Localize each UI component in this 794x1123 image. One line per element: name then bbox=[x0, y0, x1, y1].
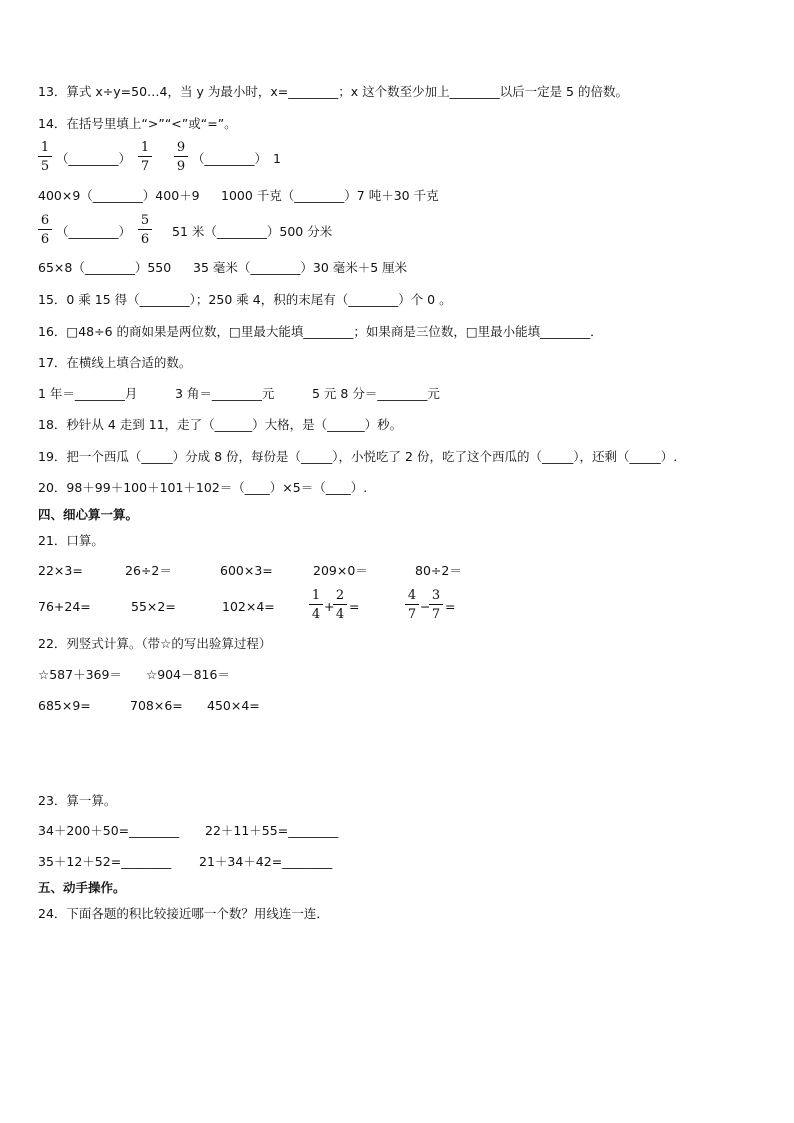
calc-item: 600×3= bbox=[220, 563, 273, 578]
vertical-calc-item: 685×9= bbox=[38, 698, 91, 713]
calc-item: 26÷2＝ bbox=[125, 563, 172, 578]
numerator: 2 bbox=[335, 588, 345, 603]
fraction-bar bbox=[429, 604, 443, 605]
question-23-title: 23．算一算。 bbox=[38, 793, 117, 808]
fraction-bar bbox=[405, 604, 419, 605]
calc-item: 209×0＝ bbox=[313, 563, 368, 578]
numerator: 6 bbox=[40, 213, 50, 228]
fraction-bar bbox=[174, 156, 188, 157]
question-19: 19．把一个西瓜（_____）分成 8 份，每份是（_____），小悦吃了 2 份，吃了这个西瓜的（_____），还剩（_____）. bbox=[38, 449, 678, 464]
denominator: 7 bbox=[431, 607, 441, 622]
answer-blank[interactable]: （________） bbox=[56, 151, 132, 166]
equals-sign: = bbox=[349, 599, 360, 614]
fraction bbox=[38, 140, 52, 174]
calc-item: 22×3= bbox=[38, 563, 83, 578]
fraction bbox=[138, 213, 152, 247]
denominator: 4 bbox=[311, 607, 321, 622]
fraction bbox=[174, 140, 188, 174]
answer-blank[interactable]: （________） bbox=[56, 224, 132, 239]
denominator: 6 bbox=[40, 232, 50, 247]
operator: + bbox=[324, 599, 335, 614]
denominator: 4 bbox=[335, 607, 345, 622]
question-21-title: 21．口算。 bbox=[38, 533, 104, 548]
fill-item: 3 角＝________元 bbox=[175, 386, 275, 401]
vertical-calc-item: 708×6= bbox=[130, 698, 183, 713]
compare-item: 51 米（________）500 分米 bbox=[172, 224, 333, 239]
fill-item: 5 元 8 分＝________元 bbox=[312, 386, 440, 401]
calc-item: 55×2= bbox=[131, 599, 176, 614]
question-17-title: 17．在横线上填合适的数。 bbox=[38, 355, 192, 370]
denominator: 6 bbox=[140, 232, 150, 247]
fraction-bar bbox=[138, 156, 152, 157]
question-14-title: 14．在括号里填上“>”“<”或“=”。 bbox=[38, 116, 237, 131]
denominator: 7 bbox=[407, 607, 417, 622]
compare-item: 35 毫米（________）30 毫米＋5 厘米 bbox=[193, 260, 408, 275]
calc-item: 22＋11＋55=________ bbox=[205, 823, 339, 838]
fraction-bar bbox=[333, 604, 347, 605]
question-22-title: 22．列竖式计算。（带☆的写出验算过程） bbox=[38, 636, 272, 651]
fraction bbox=[429, 588, 443, 622]
question-18: 18．秒针从 4 走到 11，走了（______）大格，是（______）秒。 bbox=[38, 417, 403, 432]
fill-item: 1 年＝________月 bbox=[38, 386, 138, 401]
numerator: 4 bbox=[407, 588, 417, 603]
question-20: 20．98＋99＋100＋101＋102＝（____）×5＝（____）. bbox=[38, 480, 368, 495]
numerator: 3 bbox=[431, 588, 441, 603]
compare-item: 400×9（________）400＋9 bbox=[38, 188, 200, 203]
fraction-bar bbox=[38, 156, 52, 157]
calc-item: 34＋200＋50=________ bbox=[38, 823, 180, 838]
vertical-calc-item: ☆904－816＝ bbox=[146, 667, 230, 682]
question-16: 16．□48÷6 的商如果是两位数，□里最大能填________；如果商是三位数，□里最小能填________． bbox=[38, 324, 603, 339]
fraction-bar bbox=[38, 229, 52, 230]
denominator: 7 bbox=[140, 159, 150, 174]
section-heading: 四、细心算一算。 bbox=[38, 507, 139, 522]
section-heading: 五、动手操作。 bbox=[38, 880, 126, 895]
question-24: 24．下面各题的积比较接近哪一个数？用线连一连． bbox=[38, 906, 329, 921]
numerator: 1 bbox=[140, 140, 150, 155]
fraction bbox=[138, 140, 152, 174]
operator: − bbox=[420, 599, 431, 614]
numerator: 1 bbox=[40, 140, 50, 155]
calc-item: 21＋34＋42=________ bbox=[199, 854, 333, 869]
fraction bbox=[38, 213, 52, 247]
equals-sign: = bbox=[445, 599, 456, 614]
fraction bbox=[405, 588, 419, 622]
fraction-bar bbox=[309, 604, 323, 605]
question-15: 15．0 乘 15 得（________）；250 乘 4，积的末尾有（________）个 0 。 bbox=[38, 292, 452, 307]
fraction bbox=[309, 588, 323, 622]
calc-item: 76+24= bbox=[38, 599, 91, 614]
numerator: 1 bbox=[311, 588, 321, 603]
calc-item: 80÷2＝ bbox=[415, 563, 462, 578]
numerator: 9 bbox=[176, 140, 186, 155]
fraction bbox=[333, 588, 347, 622]
question-13: 13．算式 x÷y=50…4，当 y 为最小时，x=________；x 这个数至少加上________以后一定是 5 的倍数。 bbox=[38, 84, 628, 99]
calc-item: 35＋12＋52=________ bbox=[38, 854, 172, 869]
answer-blank[interactable]: （________） bbox=[192, 151, 268, 166]
numerator: 5 bbox=[140, 213, 150, 228]
fraction-bar bbox=[138, 229, 152, 230]
denominator: 9 bbox=[176, 159, 186, 174]
compare-item: 1000 千克（________）7 吨＋30 千克 bbox=[221, 188, 439, 203]
denominator: 5 bbox=[40, 159, 50, 174]
compare-item: 65×8（________）550 bbox=[38, 260, 172, 275]
calc-item: 102×4= bbox=[222, 599, 275, 614]
value-text: 1 bbox=[273, 151, 281, 166]
vertical-calc-item: 450×4= bbox=[207, 698, 260, 713]
vertical-calc-item: ☆587＋369＝ bbox=[38, 667, 122, 682]
